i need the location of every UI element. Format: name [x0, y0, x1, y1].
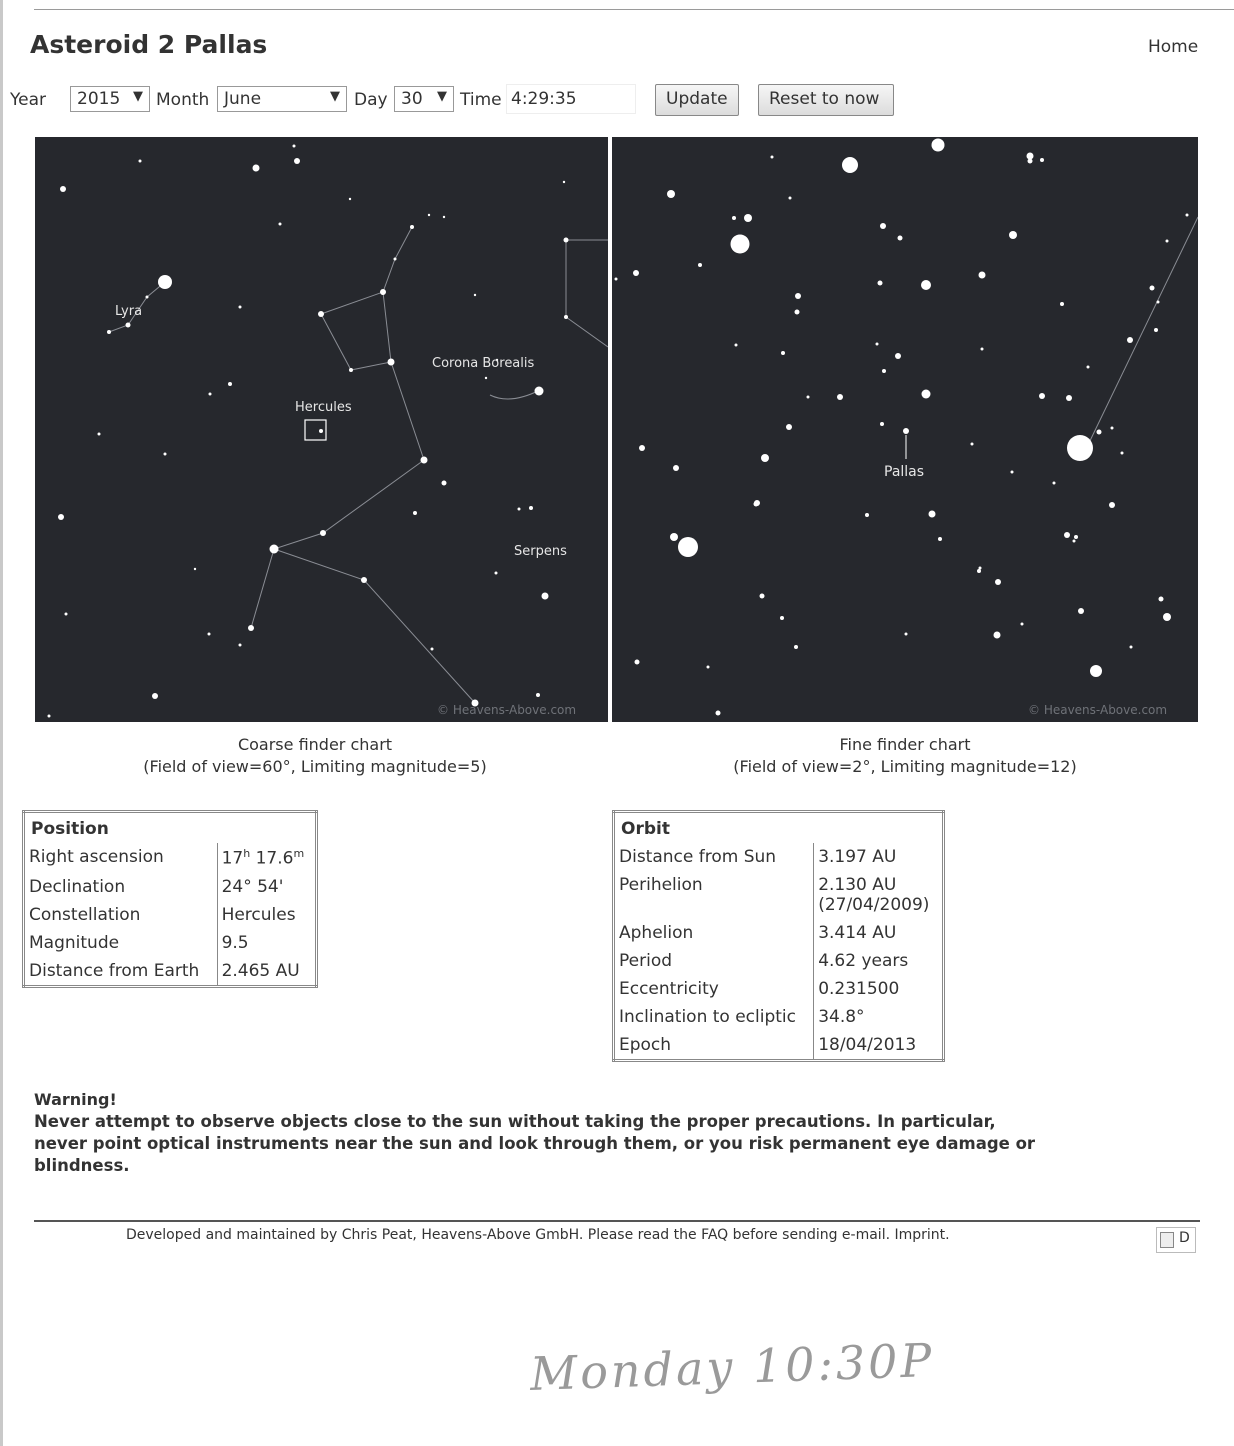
- month-select[interactable]: [217, 86, 347, 112]
- scan-left-edge: [0, 0, 3, 1446]
- star: [981, 348, 984, 351]
- star: [1111, 427, 1114, 430]
- star: [1163, 613, 1171, 621]
- star: [495, 572, 498, 575]
- handwritten-note: Monday 10:30P: [529, 1332, 936, 1402]
- star: [208, 633, 211, 636]
- label-hercules: Hercules: [295, 400, 352, 415]
- star: [413, 511, 417, 515]
- star: [880, 223, 886, 229]
- star: [564, 238, 569, 243]
- star: [639, 445, 645, 451]
- star: [673, 465, 679, 471]
- star: [732, 216, 736, 220]
- home-link[interactable]: Home: [1148, 37, 1199, 57]
- star: [795, 310, 800, 315]
- star: [979, 567, 982, 570]
- orbit-label: Epoch: [614, 1031, 814, 1061]
- star: [239, 306, 242, 309]
- chevron-down-icon: ▼: [437, 89, 447, 104]
- star: [139, 160, 142, 163]
- star: [239, 644, 242, 647]
- star: [1127, 337, 1133, 343]
- year-value: 2015: [77, 89, 121, 109]
- table-row: [614, 947, 944, 975]
- position-label: Right ascension: [24, 843, 218, 873]
- coarse-chart-caption: [35, 734, 595, 778]
- time-label: Time: [460, 90, 502, 110]
- star: [228, 382, 232, 386]
- star: [474, 294, 476, 296]
- footer-text-after: .: [945, 1227, 950, 1243]
- star: [1011, 471, 1014, 474]
- table-row: [614, 1003, 944, 1031]
- star: [431, 648, 434, 651]
- hercules-line-southeast: [274, 549, 475, 703]
- chevron-down-icon: ▼: [330, 89, 340, 104]
- table-row: [614, 843, 944, 871]
- star: [995, 579, 1001, 585]
- star: [994, 632, 1001, 639]
- star: [164, 453, 167, 456]
- position-value: 9.5: [221, 932, 249, 953]
- star: [865, 513, 869, 517]
- star: [761, 454, 769, 462]
- position-value: 24° 54': [221, 876, 284, 897]
- warning-title: Warning!: [34, 1090, 117, 1109]
- star: [707, 666, 710, 669]
- star: [633, 270, 639, 276]
- path-line: [1087, 217, 1198, 447]
- orbit-value: 34.8°: [818, 1007, 865, 1027]
- star: [58, 514, 64, 520]
- day-label: Day: [354, 90, 388, 110]
- star: [535, 387, 544, 396]
- month-value: June: [224, 89, 262, 109]
- star: [146, 296, 149, 299]
- star: [895, 353, 901, 359]
- star: [394, 258, 397, 261]
- table-row: [24, 901, 317, 929]
- star: [842, 157, 858, 173]
- star: [794, 645, 798, 649]
- star: [716, 711, 721, 716]
- position-value: 2.465 AU: [221, 960, 300, 981]
- star: [1027, 153, 1034, 160]
- table-row: [614, 919, 944, 947]
- orbit-value: 0.231500: [818, 979, 900, 999]
- star: [977, 569, 981, 573]
- star: [98, 433, 101, 436]
- star: [1040, 158, 1044, 162]
- star: [1078, 608, 1084, 614]
- star: [209, 393, 212, 396]
- orbit-table: [612, 810, 945, 1062]
- star: [837, 394, 843, 400]
- fine-chart-svg: [612, 137, 1198, 722]
- star: [735, 344, 738, 347]
- star: [903, 428, 909, 434]
- table-row: [614, 871, 944, 919]
- star: [1154, 328, 1158, 332]
- star: [248, 625, 254, 631]
- footer-text: [126, 1227, 950, 1243]
- reset-to-now-button[interactable]: Reset to now: [758, 84, 894, 116]
- star: [880, 422, 884, 426]
- star: [921, 280, 931, 290]
- hercules-keystone-line: [321, 314, 424, 460]
- star: [1074, 535, 1078, 539]
- footer-text-middle: before sending e-mail.: [728, 1227, 895, 1243]
- star: [1166, 240, 1169, 243]
- orbit-label: Eccentricity: [614, 975, 814, 1003]
- star: [1060, 302, 1064, 306]
- chevron-down-icon: ▼: [133, 89, 143, 104]
- fine-finder-chart: [612, 137, 1198, 722]
- star: [410, 225, 414, 229]
- star: [876, 343, 879, 346]
- star: [1150, 286, 1155, 291]
- star: [158, 275, 172, 289]
- star: [349, 198, 351, 200]
- orbit-label: Aphelion: [614, 919, 814, 947]
- star: [795, 293, 801, 299]
- orbit-heading: Orbit: [621, 819, 670, 839]
- orbit-value: 3.414 AU: [818, 923, 897, 943]
- coarse-chart-svg: [35, 137, 608, 722]
- footer-text-before: Developed and maintained by Chris Peat, Heavens-Above GmbH. Please read the: [126, 1227, 702, 1243]
- footer-divider: [34, 1220, 1200, 1222]
- broken-image-icon: D: [1156, 1227, 1196, 1253]
- star: [786, 424, 792, 430]
- star: [878, 281, 883, 286]
- star: [294, 158, 300, 164]
- star: [1130, 646, 1133, 649]
- star: [279, 223, 282, 226]
- star: [443, 216, 445, 218]
- star: [780, 616, 784, 620]
- star: [1064, 532, 1070, 538]
- star: [807, 396, 810, 399]
- orbit-label: Distance from Sun: [614, 843, 814, 871]
- star: [194, 568, 196, 570]
- star: [485, 377, 487, 379]
- orbit-value: 18/04/2013: [818, 1035, 917, 1055]
- right-ascension-value: 17$^h$ 17.6$^m$: [221, 847, 305, 869]
- table-row: [24, 957, 317, 987]
- star: [1159, 597, 1164, 602]
- fine-stars: [615, 139, 1189, 716]
- star: [563, 181, 565, 183]
- star: [929, 511, 936, 518]
- star: [898, 236, 903, 241]
- day-select[interactable]: [394, 86, 454, 112]
- table-row: [614, 1031, 944, 1061]
- star: [698, 263, 702, 267]
- page-title: Asteroid 2 Pallas: [30, 30, 268, 59]
- constellation-lines: [109, 227, 608, 703]
- star: [293, 145, 296, 148]
- update-button[interactable]: Update: [655, 84, 739, 116]
- star: [1028, 159, 1033, 164]
- position-table: [22, 810, 318, 988]
- star: [1067, 435, 1093, 461]
- orbit-label: Perihelion: [614, 871, 814, 919]
- table-row: [614, 975, 944, 1003]
- star: [60, 186, 66, 192]
- time-input[interactable]: 4:29:35: [506, 84, 636, 114]
- star: [1073, 540, 1076, 543]
- star: [1039, 393, 1045, 399]
- star: [542, 593, 549, 600]
- star: [380, 289, 386, 295]
- label-corona-borealis: Corona Borealis: [432, 356, 535, 371]
- position-label: Distance from Earth: [24, 957, 218, 987]
- star: [48, 715, 51, 718]
- star: [905, 633, 908, 636]
- star: [529, 506, 533, 510]
- faq-link[interactable]: FAQ: [701, 1227, 729, 1243]
- table-row: [24, 843, 317, 873]
- star: [670, 533, 678, 541]
- star: [731, 235, 750, 254]
- star: [107, 330, 111, 334]
- fine-caption-title: Fine finder chart: [839, 735, 971, 754]
- star: [1021, 623, 1024, 626]
- warning-text: Never attempt to observe objects close to the sun without taking the proper precautions. In particular, never point optical instruments near the sun and look through them, or you risk permanent eye damage or blindness.: [34, 1112, 1036, 1175]
- star: [518, 508, 521, 511]
- star: [428, 214, 430, 216]
- imprint-link[interactable]: Imprint: [894, 1227, 946, 1243]
- star: [635, 660, 640, 665]
- star: [754, 502, 759, 507]
- star: [152, 693, 158, 699]
- star: [979, 272, 986, 279]
- position-value: Hercules: [221, 904, 296, 925]
- star: [253, 165, 260, 172]
- star: [1157, 301, 1160, 304]
- orbit-value: 4.62 years: [818, 951, 909, 971]
- star: [1009, 231, 1017, 239]
- position-label: Constellation: [24, 901, 218, 929]
- star: [320, 530, 326, 536]
- hercules-line-north: [321, 227, 412, 314]
- star: [789, 197, 792, 200]
- star: [388, 359, 395, 366]
- star: [536, 693, 540, 697]
- star: [882, 369, 886, 373]
- hercules-line-south: [251, 460, 424, 628]
- star: [1053, 482, 1056, 485]
- star: [349, 368, 353, 372]
- star: [564, 315, 568, 319]
- pallas-position-box: [305, 420, 326, 440]
- month-label: Month: [156, 90, 210, 110]
- star: [65, 613, 68, 616]
- label-lyra: Lyra: [115, 304, 143, 319]
- star: [1186, 214, 1189, 217]
- star: [744, 214, 752, 222]
- star: [760, 594, 765, 599]
- star: [361, 577, 367, 583]
- star: [1097, 430, 1102, 435]
- star: [1109, 502, 1115, 508]
- coarse-caption-detail: (Field of view=60°, Limiting magnitude=5): [143, 757, 487, 776]
- top-divider: [34, 9, 1234, 10]
- star: [667, 190, 675, 198]
- star: [678, 537, 698, 557]
- position-label: Magnitude: [24, 929, 218, 957]
- coarse-caption-title: Coarse finder chart: [237, 735, 393, 754]
- star: [922, 390, 931, 399]
- coarse-stars: [48, 145, 569, 718]
- corona-borealis-arc: [490, 390, 540, 399]
- watermark: © Heavens-Above.com: [1028, 703, 1168, 717]
- star: [270, 545, 279, 554]
- label-serpens: Serpens: [514, 544, 567, 559]
- star: [1121, 452, 1124, 455]
- day-value: 30: [401, 89, 423, 109]
- star: [1090, 665, 1102, 677]
- position-heading: Position: [31, 819, 109, 839]
- table-row: [24, 873, 317, 901]
- coarse-finder-chart: [35, 137, 608, 722]
- star: [932, 139, 945, 152]
- star: [771, 156, 774, 159]
- orbit-label: Period: [614, 947, 814, 975]
- star: [781, 351, 785, 355]
- position-label: Declination: [24, 873, 218, 901]
- hercules-line-east: [383, 292, 391, 362]
- star: [971, 443, 974, 446]
- star: [126, 323, 131, 328]
- label-pallas: Pallas: [884, 464, 925, 480]
- orbit-value: 2.130 AU (27/04/2009): [818, 875, 930, 915]
- serpens-line-north: [566, 240, 608, 347]
- star: [318, 311, 324, 317]
- star: [615, 278, 618, 281]
- star: [1066, 395, 1072, 401]
- table-row: [24, 929, 317, 957]
- year-select[interactable]: [70, 86, 150, 112]
- star: [1087, 366, 1090, 369]
- pallas-marker: [319, 429, 323, 433]
- orbit-label: Inclination to ecliptic: [614, 1003, 814, 1031]
- fine-caption-detail: (Field of view=2°, Limiting magnitude=12): [733, 757, 1077, 776]
- star: [938, 537, 942, 541]
- orbit-value: 3.197 AU: [818, 847, 897, 867]
- star: [421, 457, 428, 464]
- star: [442, 481, 447, 486]
- watermark: © Heavens-Above.com: [437, 703, 577, 717]
- year-label: Year: [10, 90, 46, 110]
- fine-chart-caption: [612, 734, 1198, 778]
